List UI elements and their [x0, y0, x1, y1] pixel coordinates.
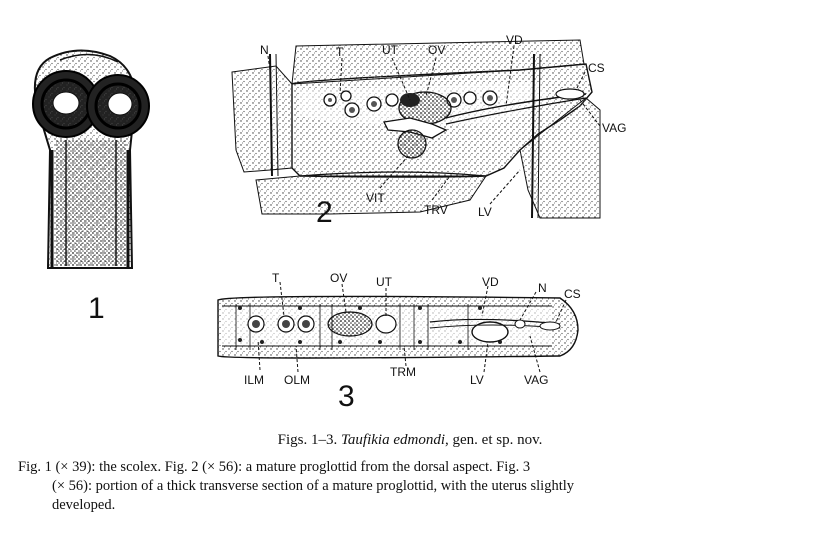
fig2-label-vag: VAG — [602, 121, 627, 135]
figure-caption-body — [18, 458, 808, 515]
fig2-number: 2 — [316, 196, 333, 229]
fig2-proglottid-drawing — [232, 40, 600, 218]
fig2-label-ov: OV — [428, 43, 446, 57]
fig3-label-ilm: ILM — [244, 373, 265, 387]
fig2-label-ut: UT — [382, 43, 398, 57]
fig3-label-ut: UT — [376, 275, 392, 289]
fig3-label-n: N — [538, 281, 547, 295]
caption-title-suffix: , gen. et sp. nov. — [445, 432, 543, 448]
caption-species-name: Taufikia edmondi — [340, 432, 446, 448]
fig2-label-vd: VD — [506, 33, 523, 47]
fig2-label-lv: LV — [478, 205, 492, 219]
fig3-number: 3 — [338, 380, 355, 413]
caption-line-1: Fig. 1 (× 39): the scolex. Fig. 2 (× 56): a mature proglottid from the dorsal aspect. Fig. 3 — [18, 459, 531, 475]
fig2-label-vit: VIT — [366, 191, 385, 205]
fig2-label-n: N — [260, 43, 269, 57]
fig2-label-trv: TRV — [424, 203, 448, 217]
fig2-label-t: T — [336, 45, 344, 59]
fig3-label-trm: TRM — [390, 365, 416, 379]
fig3-label-olm: OLM — [284, 373, 311, 387]
figure-caption-title — [0, 432, 820, 449]
fig2-label-cs: CS — [588, 61, 605, 75]
caption-line-3: developed. — [52, 497, 116, 513]
fig3-label-vd: VD — [482, 275, 499, 289]
fig3-section-drawing — [218, 296, 578, 358]
caption-line-2: (× 56): portion of a thick transverse section of a mature proglottid, with the uterus slightly — [52, 478, 575, 494]
caption-title-prefix: Figs. 1–3. — [277, 432, 338, 448]
fig3-label-ov: OV — [330, 271, 348, 285]
fig3-label-t: T — [272, 271, 280, 285]
fig1-scolex-drawing — [33, 50, 149, 268]
fig1-number: 1 — [88, 292, 105, 325]
fig3-label-vag: VAG — [524, 373, 549, 387]
fig3-label-lv: LV — [470, 373, 484, 387]
fig3-label-cs: CS — [564, 287, 581, 301]
